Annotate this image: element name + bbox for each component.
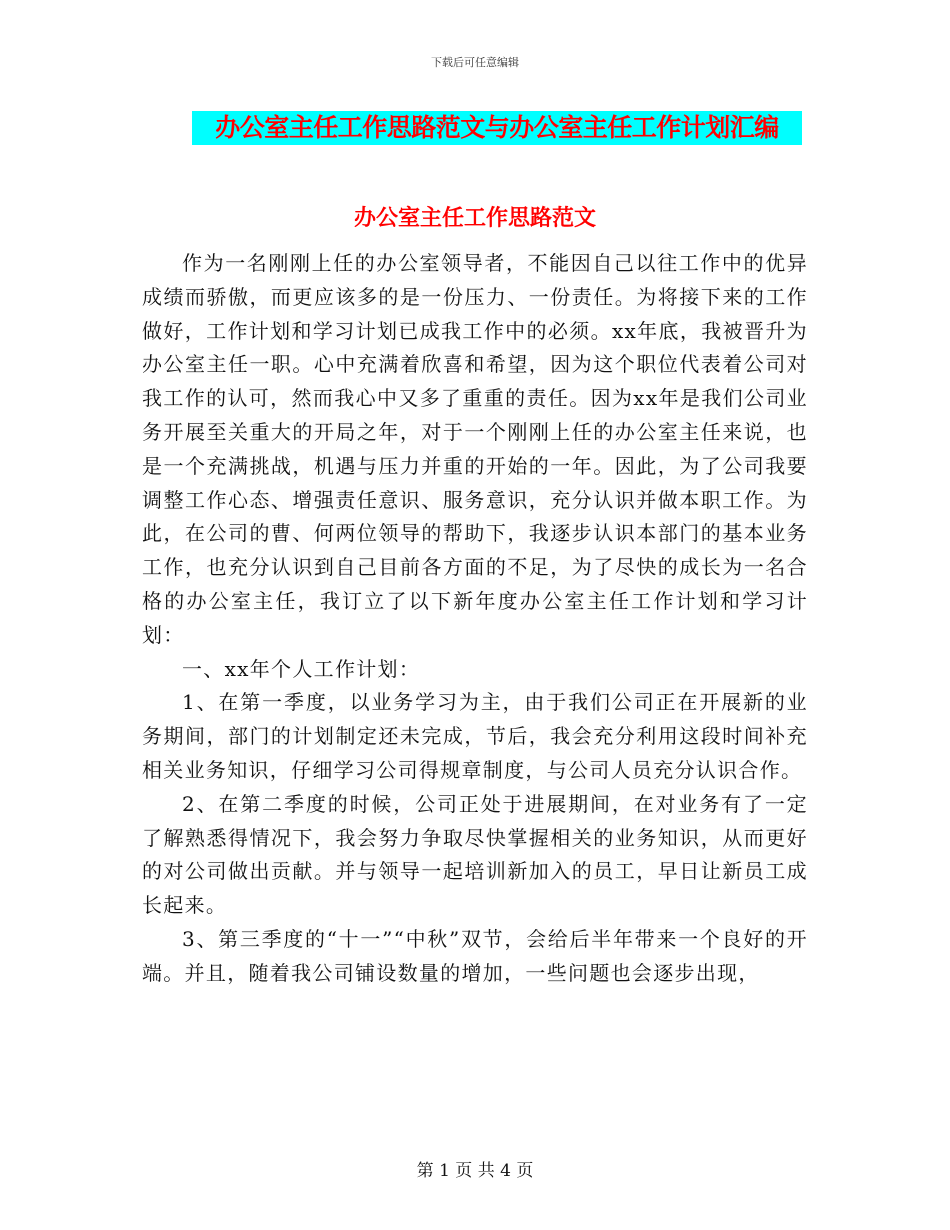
document-body: [142, 247, 808, 991]
paragraph-intro: 作为一名刚刚上任的办公室领导者，不能因自己以往工作中的优异成绩而骄傲，而更应该多的是一份压力、一份责任。为将接下来的工作做好，工作计划和学习计划已成我工作中的必须。xx年底，我被晋升为办公室主任一职。心中充满着欣喜和希望，因为这个职位代表着公司对我工作的认可，然而我心中又多了重重的责任。因为xx年是我们公司业务开展至关重大的开局之年，对于一个刚刚上任的办公室主任来说，也是一个充满挑战，机遇与压力并重的开始的一年。因此，为了公司我要调整工作心态、增强责任意识、服务意识，充分认识并做本职工作。为此，在公司的曹、何两位领导的帮助下，我逐步认识本部门的基本业务工作，也充分认识到自己目前各方面的不足，为了尽快的成长为一名合格的办公室主任，我订立了以下新年度办公室主任工作计划和学习计划：: [142, 251, 808, 647]
document-title: 办公室主任工作思路范文与办公室主任工作计划汇编: [215, 113, 779, 142]
header-note: 下载后可任意编辑: [431, 56, 519, 69]
paragraph-q1: 1、在第一季度，以业务学习为主，由于我们公司正在开展新的业务期间，部门的计划制定还未完成，节后，我会充分利用这段时间补充相关业务知识，仔细学习公司得规章制度，与公司人员充分认识合作。: [142, 690, 808, 782]
document-title-highlight: [192, 111, 802, 145]
paragraph-q2: 2、在第二季度的时候，公司正处于进展期间，在对业务有了一定了解熟悉得情况下，我会努力争取尽快掌握相关的业务知识，从而更好的对公司做出贡献。并与领导一起培训新加入的员工，早日让新员工成长起来。: [142, 791, 808, 918]
page-footer: 第 1 页 共 4 页: [416, 1161, 534, 1181]
paragraph-q3: 3、第三季度的“十一”“中秋”双节，会给后半年带来一个良好的开端。并且，随着我公司铺设数量的增加，一些问题也会逐步出现，: [142, 926, 808, 985]
section-title: 办公室主任工作思路范文: [353, 205, 596, 231]
paragraph-heading-plan: 一、xx年个人工作计划：: [182, 656, 421, 681]
